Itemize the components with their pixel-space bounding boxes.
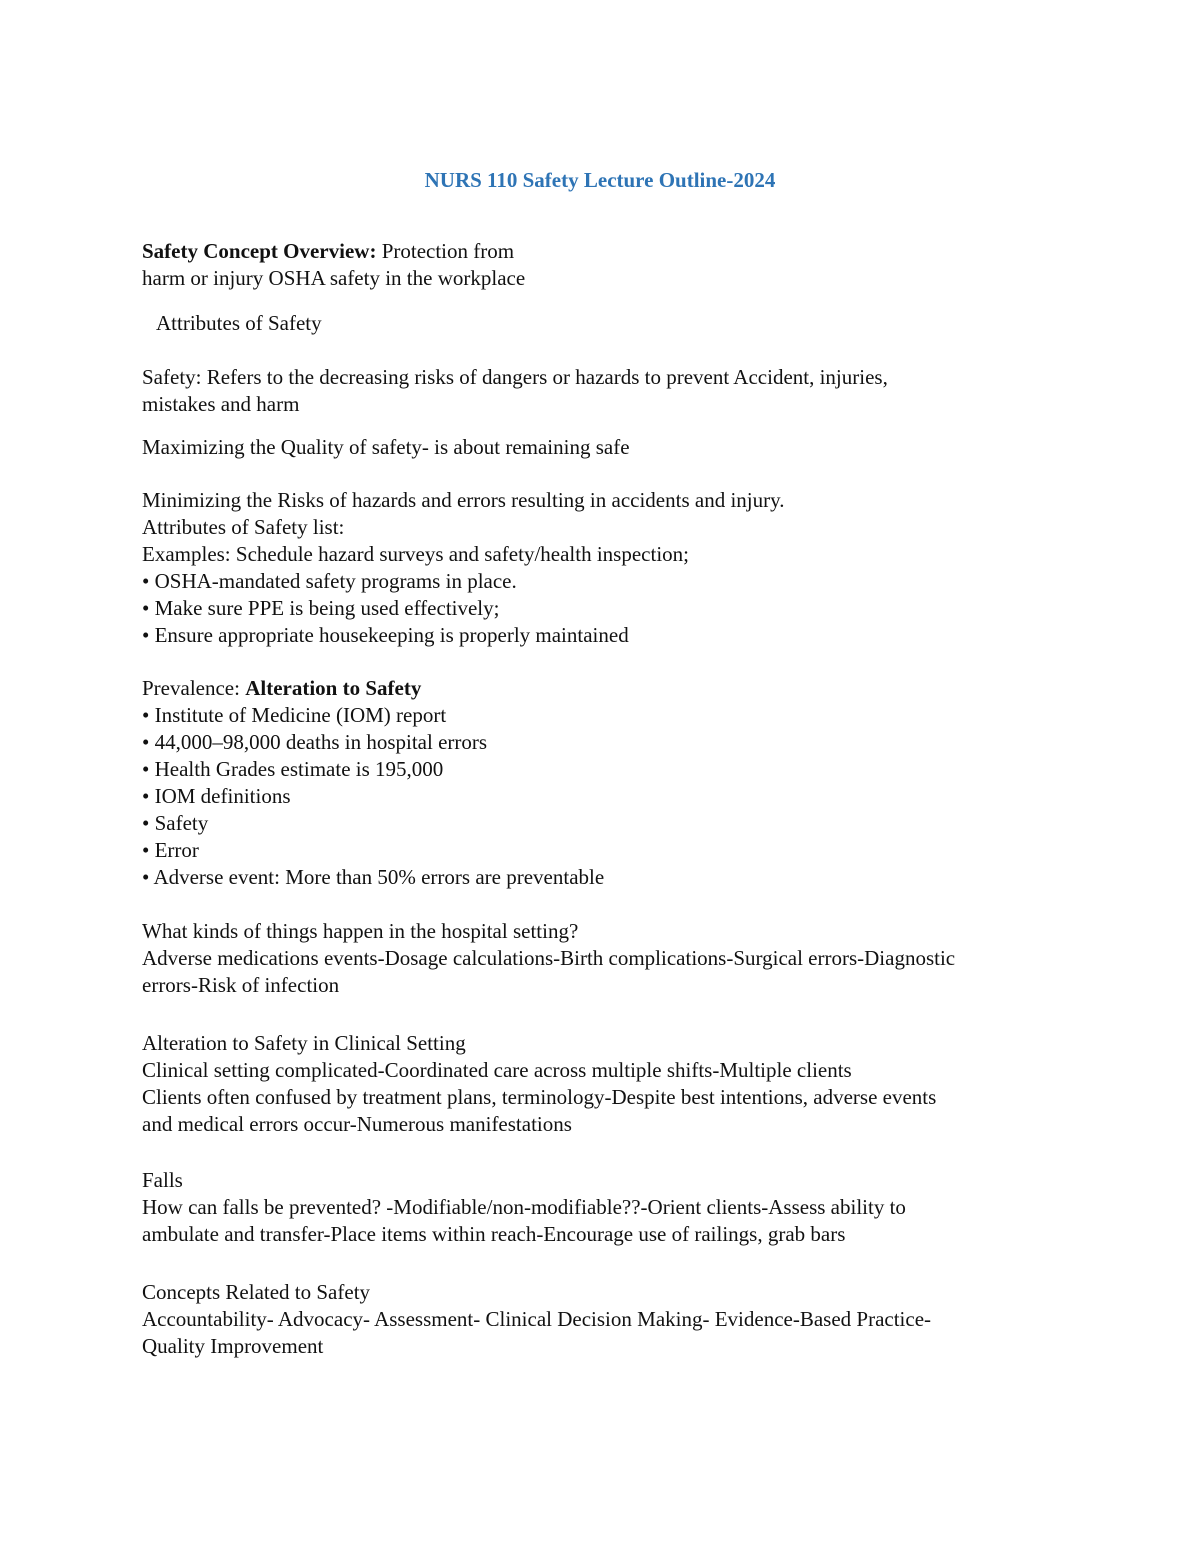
overview-label: Safety Concept Overview: <box>142 239 377 263</box>
document-title: NURS 110 Safety Lecture Outline-2024 <box>424 168 776 192</box>
hospital-line-2: errors-Risk of infection <box>142 973 340 997</box>
safety-definition-line-1: Safety: Refers to the decreasing risks of dangers or hazards to prevent Accident, injuries, <box>142 365 888 389</box>
prevalence-line <box>142 675 1072 702</box>
minimizing-text: Minimizing the Risks of hazards and errors resulting in accidents and injury. <box>142 488 785 512</box>
falls-line-2: ambulate and transfer-Place items within reach-Encourage use of railings, grab bars <box>142 1222 846 1246</box>
clinical-line-3: and medical errors occur-Numerous manifestations <box>142 1112 572 1136</box>
maximizing-text: Maximizing the Quality of safety- is about remaining safe <box>142 435 630 459</box>
concepts-line-2: Quality Improvement <box>142 1334 324 1358</box>
hospital-line-1: Adverse medications events-Dosage calculations-Birth complications-Surgical errors-Diagnostic <box>142 946 956 970</box>
list-item: • Institute of Medicine (IOM) report <box>142 703 447 727</box>
list-item: • Ensure appropriate housekeeping is properly maintained <box>142 623 629 647</box>
overview-text-2: harm or injury OSHA safety in the workplace <box>142 266 526 290</box>
examples-text: Examples: Schedule hazard surveys and safety/health inspection; <box>142 542 689 566</box>
list-item: • Error <box>142 838 199 862</box>
list-item: • Adverse event: More than 50% errors are preventable <box>142 865 605 889</box>
clinical-line-2: Clients often confused by treatment plans, terminology-Despite best intentions, adverse events <box>142 1085 937 1109</box>
falls-heading: Falls <box>142 1168 183 1192</box>
list-item: • OSHA-mandated safety programs in place. <box>142 569 517 593</box>
prevalence-label: Prevalence: <box>142 676 246 700</box>
list-item: • 44,000–98,000 deaths in hospital errors <box>142 730 488 754</box>
prevalence-bold: Alteration to Safety <box>245 676 422 700</box>
attributes-heading: Attributes of Safety <box>156 311 322 335</box>
attributes-list-label: Attributes of Safety list: <box>142 515 345 539</box>
list-item: • Safety <box>142 811 209 835</box>
document-body <box>142 238 1072 1360</box>
concepts-line-1: Accountability- Advocacy- Assessment- Clinical Decision Making- Evidence-Based Practice- <box>142 1307 932 1331</box>
clinical-line-1: Clinical setting complicated-Coordinated care across multiple shifts-Multiple clients <box>142 1058 852 1082</box>
list-item: • IOM definitions <box>142 784 291 808</box>
overview-line-1 <box>142 238 1072 265</box>
falls-line-1: How can falls be prevented? -Modifiable/non-modifiable??-Orient clients-Assess ability to <box>142 1195 906 1219</box>
safety-definition-line-2: mistakes and harm <box>142 392 300 416</box>
hospital-question: What kinds of things happen in the hospital setting? <box>142 919 579 943</box>
clinical-heading: Alteration to Safety in Clinical Setting <box>142 1031 466 1055</box>
list-item: • Health Grades estimate is 195,000 <box>142 757 444 781</box>
list-item: • Make sure PPE is being used effectively; <box>142 596 500 620</box>
concepts-heading: Concepts Related to Safety <box>142 1280 371 1304</box>
overview-text-1: Protection from <box>376 239 515 263</box>
